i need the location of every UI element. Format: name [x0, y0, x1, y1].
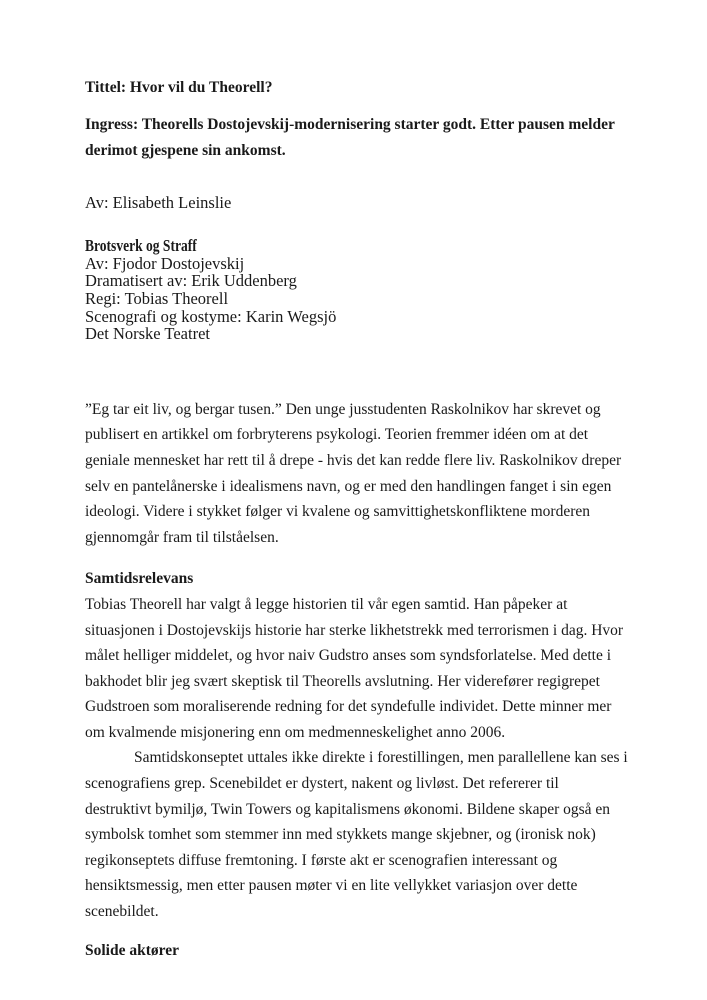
samtidsrelevans-paragraph-1: Tobias Theorell har valgt å legge historien til vår egen samtid. Han påpeker at situasjonen i Dostojevskijs historie har sterke likhetstrekk med terrorismen i dag. Hvor målet helliger middelet, og hvor naiv Gudstro anses som syndsforlatelse. Med dette i bakhodet blir jeg svært skeptisk til Theorells avslutning. Her viderefører regigrepet Gudstroen som moraliserende redning for det syndefulle individet. Dette minner mer om kvalmende misjonering enn om medmenneskelighet anno 2006.: [85, 595, 624, 741]
credits-block: [85, 237, 628, 343]
credit-line-dramatist: Dramatisert av: Erik Uddenberg: [85, 271, 297, 291]
section-heading-samtidsrelevans: Samtidsrelevans: [85, 570, 194, 588]
document-title: Tittel: Hvor vil du Theorell?: [85, 79, 273, 96]
section-heading-solide-aktorer: Solide aktører: [85, 941, 179, 959]
ingress: Ingress: Theorells Dostojevskij-modernisering starter godt. Etter pausen melder derimot gjespene sin ankomst.: [85, 116, 615, 159]
samtidsrelevans-paragraph-2: Samtidskonseptet uttales ikke direkte i forestillingen, men parallellene kan ses i scenografiens grep. Scenebildet er dystert, nakent og livløst. Det refererer til destruktivt bymiljø, Twin Towers og kapitalismens økonomi. Bildene skaper også en symbolsk tomhet som stemmer inn med stykkets mange skjebner, og (ironisk nok) regikonseptets diffuse fremtoning. I første akt er scenografien interessant og hensiktsmessig, men etter pausen møter vi en lite vellykket variasjon over dette scenebildet.: [85, 749, 628, 921]
credit-line-theatre: Det Norske Teatret: [85, 324, 210, 344]
credit-line-scenography: Scenografi og kostyme: Karin Wegsjö: [85, 306, 337, 326]
play-title: Brotsverk og Straff: [85, 236, 197, 256]
byline: Av: Elisabeth Leinslie: [85, 193, 232, 213]
intro-paragraph: ”Eg tar eit liv, og bergar tusen.” Den unge jusstudenten Raskolnikov har skrevet og publisert en artikkel om forbryterens psykologi. Teorien fremmer idéen om at det geniale mennesket har rett til å drepe - hvis det kan redde flere liv. Raskolnikov dreper selv en pantelånerske i idealismens navn, og er med den handlingen fanget i sin egen ideologi. Videre i stykket følger vi kvalene og samvittighetskonfliktene morderen gjennomgår fram til tilståelsen.: [85, 400, 622, 546]
credit-line-author: Av: Fjodor Dostojevskij: [85, 253, 245, 273]
credit-line-director: Regi: Tobias Theorell: [85, 288, 229, 308]
